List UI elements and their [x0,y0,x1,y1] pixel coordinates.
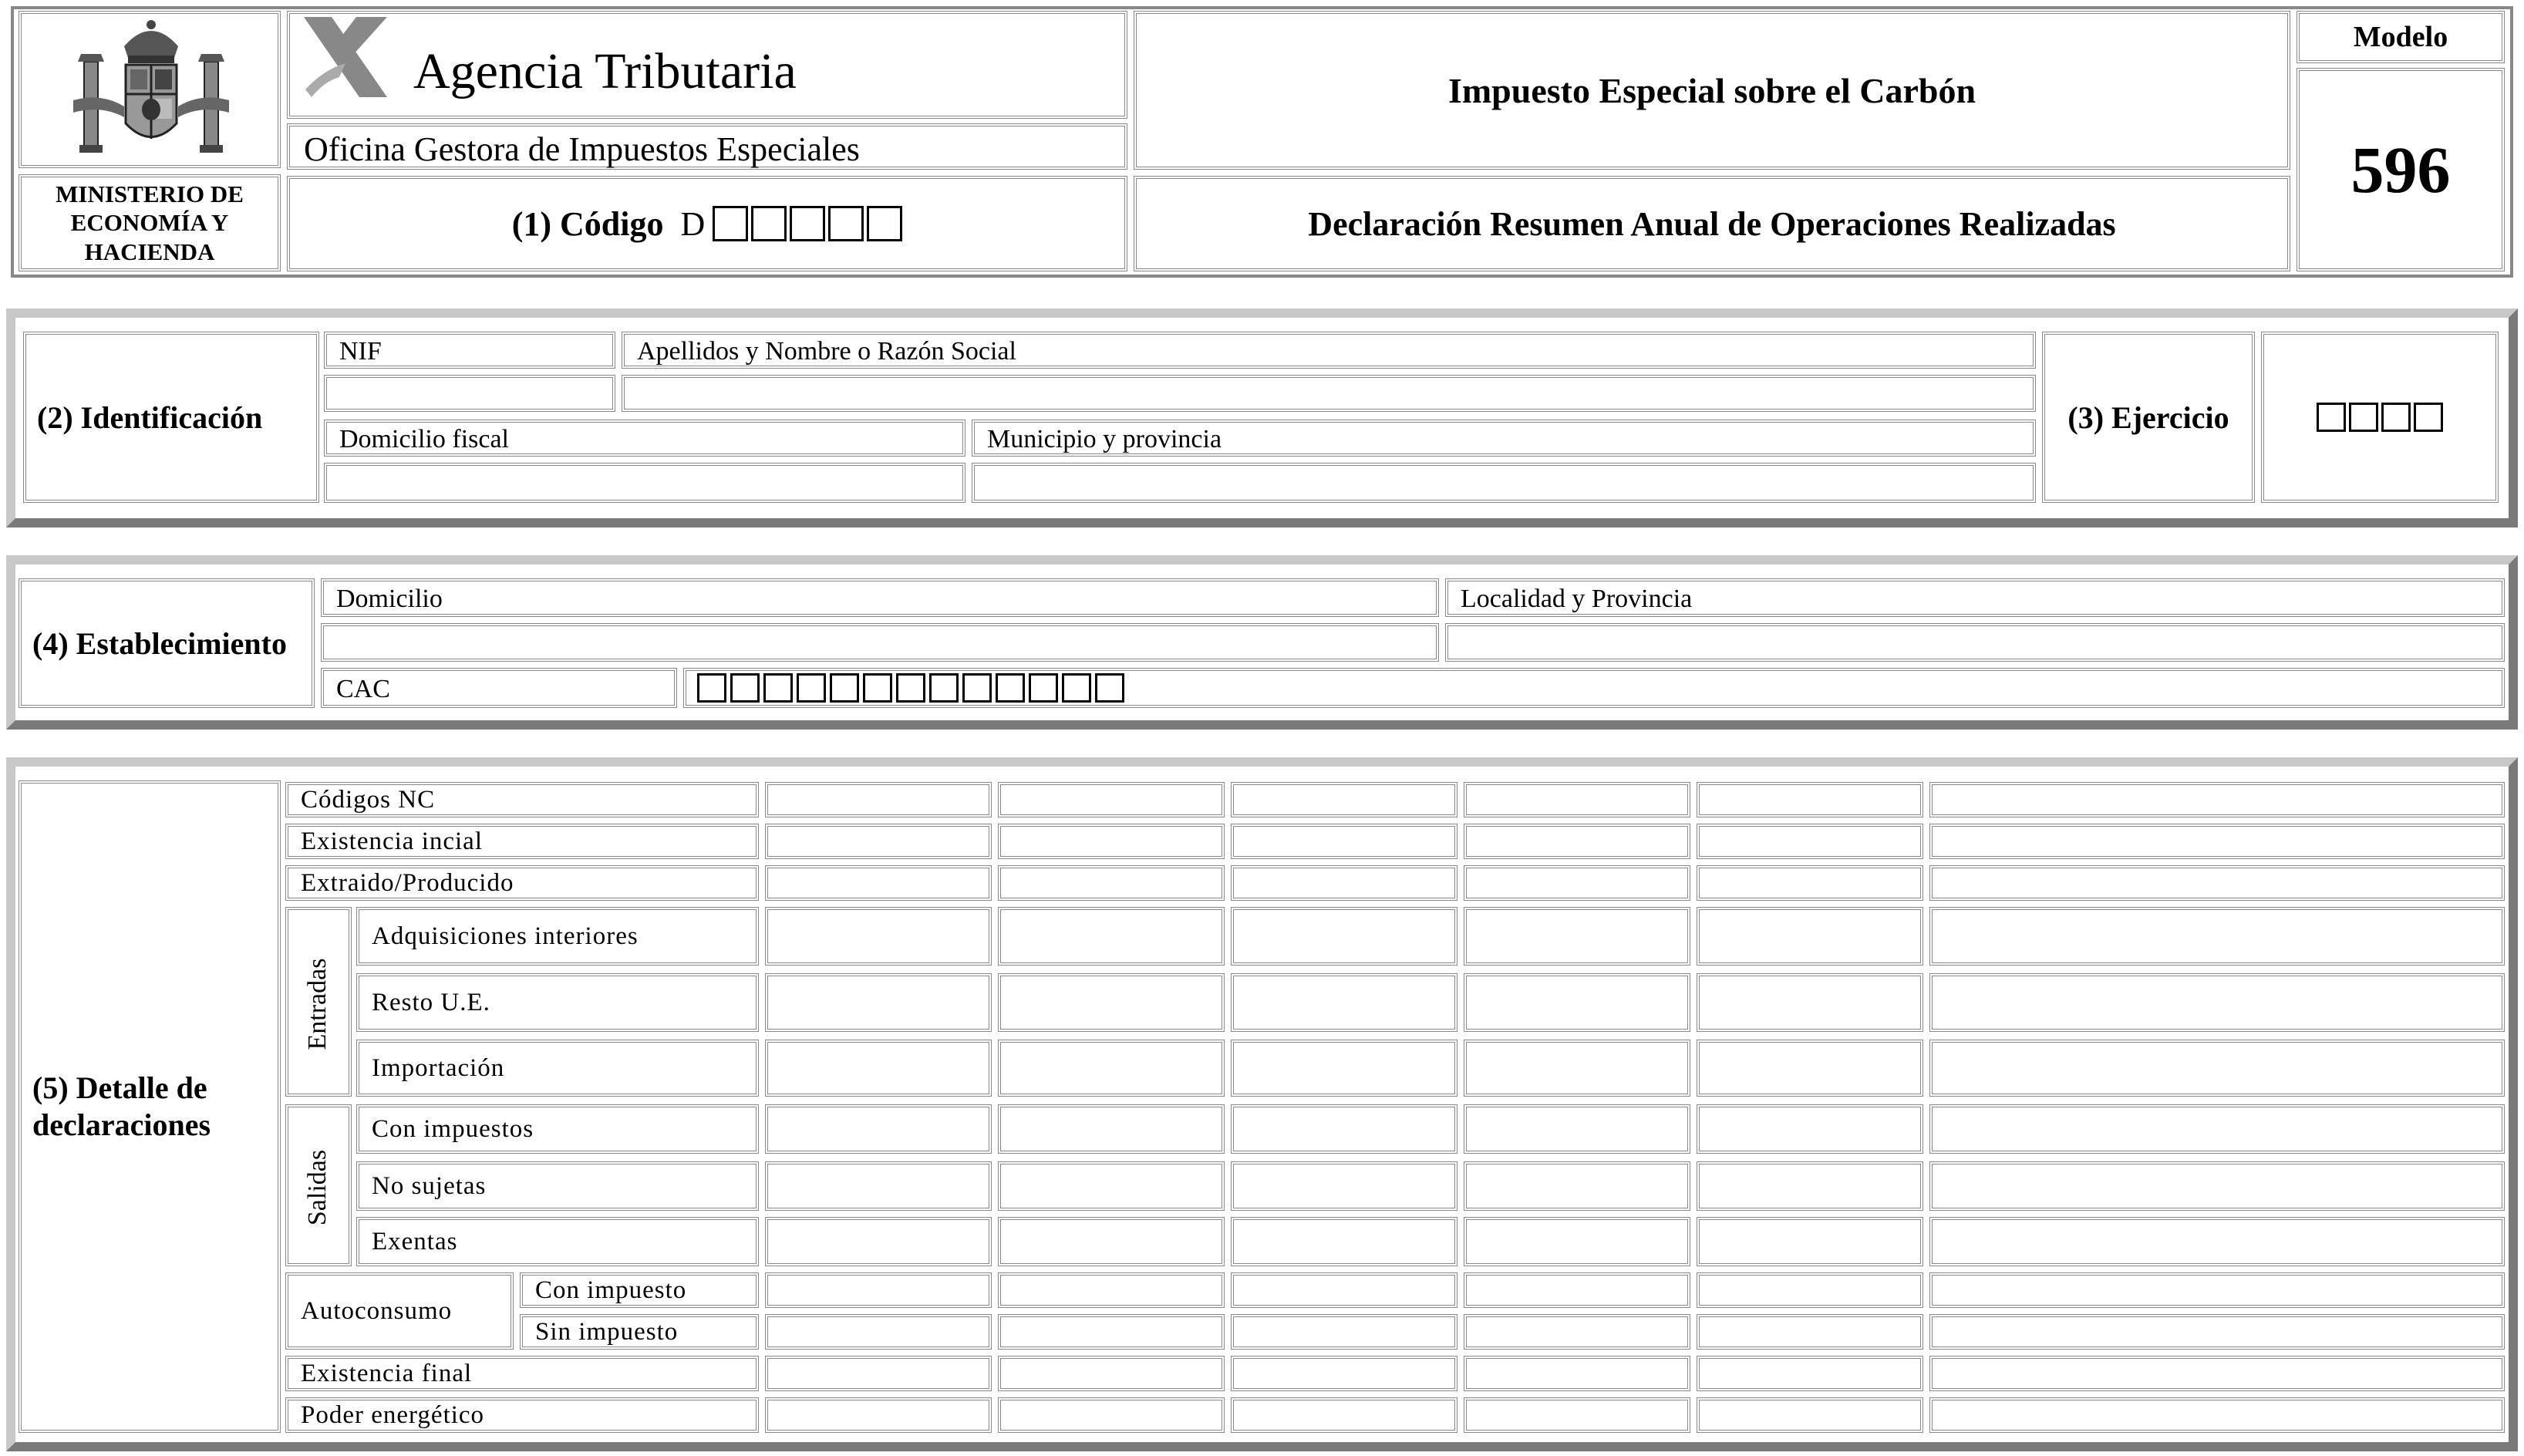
row-label-extracted [285,865,759,901]
detail-input-r1-c1[interactable] [765,782,992,817]
detail-input-r3-c3[interactable] [1231,865,1457,901]
codes-nc-label: Códigos NC [301,785,436,814]
detail-input-r5-c6[interactable] [1929,973,2505,1032]
detail-input-r5-c4[interactable] [1464,973,1690,1032]
detail-input-r12-c1[interactable] [765,1356,992,1391]
ejercicio-input-boxes[interactable] [2317,403,2443,432]
municipality-input[interactable] [972,463,2036,503]
detail-input-r6-c2[interactable] [998,1040,1225,1097]
detail-input-r6-c6[interactable] [1929,1040,2505,1097]
detail-input-r3-c6[interactable] [1929,865,2505,901]
no-sujetas-label: No sujetas [372,1171,487,1200]
adquisiciones-label: Adquisiciones interiores [372,922,639,950]
detail-input-r1-c3[interactable] [1231,782,1457,817]
detail-input-r11-c5[interactable] [1697,1314,1923,1350]
nif-input[interactable] [324,375,615,412]
est-locality-label: Localidad y Provincia [1461,585,1693,613]
coat-of-arms-icon [70,15,232,167]
detail-input-r8-c3[interactable] [1231,1161,1457,1211]
detail-input-r7-c2[interactable] [998,1104,1225,1154]
detail-input-r4-c5[interactable] [1697,907,1923,966]
modelo-label: Modelo [2353,21,2448,53]
salidas-label: Salidas [303,1149,332,1226]
detail-input-r12-c4[interactable] [1464,1356,1690,1391]
coat-of-arms-box [19,11,281,168]
cac-label: CAC [336,675,390,703]
detail-input-r7-c4[interactable] [1464,1104,1690,1154]
detail-input-r4-c6[interactable] [1929,907,2505,966]
detail-input-r5-c3[interactable] [1231,973,1457,1032]
detail-input-r4-c3[interactable] [1231,907,1457,966]
detail-input-r11-c4[interactable] [1464,1314,1690,1350]
detail-input-r12-c3[interactable] [1231,1356,1457,1391]
detail-input-r3-c5[interactable] [1697,865,1923,901]
detail-input-r5-c5[interactable] [1697,973,1923,1032]
ministry-box [19,174,281,271]
con-impuestos-label: Con impuestos [372,1114,534,1143]
row-label-con-impuestos [356,1104,759,1154]
office-name: Oficina Gestora de Impuestos Especiales [304,130,860,168]
name-label-cell [622,332,2036,369]
nif-label-cell [324,332,615,369]
detail-input-r4-c1[interactable] [765,907,992,966]
detail-input-r13-c3[interactable] [1231,1397,1457,1433]
detail-input-r2-c3[interactable] [1231,824,1457,859]
cac-input-cell [683,668,2505,708]
entradas-group-box [285,907,352,1097]
detail-input-r9-c2[interactable] [998,1217,1225,1266]
detail-input-r10-c5[interactable] [1697,1272,1923,1308]
detail-input-r1-c2[interactable] [998,782,1225,817]
office-box [287,123,1127,170]
detail-input-r8-c1[interactable] [765,1161,992,1211]
detail-input-r9-c1[interactable] [765,1217,992,1266]
detail-input-r6-c1[interactable] [765,1040,992,1097]
detail-input-r2-c1[interactable] [765,824,992,859]
code-label: (1) Código [511,204,664,243]
row-label-exentas [356,1217,759,1266]
tax-title-box [1134,11,2290,170]
agency-logo-icon [301,15,390,100]
modelo-number-box [2297,68,2505,271]
detail-input-r10-c4[interactable] [1464,1272,1690,1308]
nif-label: NIF [339,337,382,366]
detail-input-r12-c2[interactable] [998,1356,1225,1391]
code-box [287,176,1127,271]
row-label-no-sujetas [356,1161,759,1211]
row-label-importacion [356,1040,759,1097]
est-domicile-label-cell [321,578,1439,617]
est-locality-input[interactable] [1445,623,2505,662]
detail-input-r13-c2[interactable] [998,1397,1225,1433]
cac-input-boxes[interactable] [697,673,1124,703]
tax-title: Impuesto Especial sobre el Carbón [1447,70,1976,110]
detail-input-r10-c3[interactable] [1231,1272,1457,1308]
energy-power-label: Poder energético [301,1400,485,1429]
row-label-initial-stock [285,824,759,859]
extracted-label: Extraido/Producido [301,868,514,897]
ejercicio-label: (3) Ejercicio [2067,399,2229,435]
detail-input-r4-c4[interactable] [1464,907,1690,966]
detail-input-r12-c5[interactable] [1697,1356,1923,1391]
detail-input-r3-c1[interactable] [765,865,992,901]
row-label-autoconsumo [285,1272,514,1350]
detail-input-r9-c3[interactable] [1231,1217,1457,1266]
modelo-number: 596 [2350,133,2451,207]
detail-input-r7-c6[interactable] [1929,1104,2505,1154]
exentas-label: Exentas [372,1227,458,1255]
detail-input-r2-c5[interactable] [1697,824,1923,859]
importacion-label: Importación [372,1053,505,1082]
identification-label-box [23,332,319,503]
est-domicile-input[interactable] [321,623,1439,662]
detail-input-r11-c3[interactable] [1231,1314,1457,1350]
ejercicio-label-box [2042,332,2255,503]
detail-input-r11-c1[interactable] [765,1314,992,1350]
salidas-group-box [285,1104,352,1266]
row-label-resto-ue [356,973,759,1032]
detail-input-r5-c1[interactable] [765,973,992,1032]
row-label-energy-power [285,1397,759,1433]
cac-label-cell [321,668,677,708]
row-label-final-stock [285,1356,759,1391]
code-input-boxes[interactable] [713,206,902,241]
detail-input-r4-c2[interactable] [998,907,1225,966]
detail-input-r8-c6[interactable] [1929,1161,2505,1211]
detail-input-r3-c2[interactable] [998,865,1225,901]
detail-input-r9-c5[interactable] [1697,1217,1923,1266]
est-domicile-label: Domicilio [336,585,443,613]
con-impuesto-label: Con impuesto [535,1276,687,1304]
detail-input-r2-c6[interactable] [1929,824,2505,859]
row-label-codes-nc [285,782,759,817]
initial-stock-label: Existencia incial [301,827,483,855]
declaration-title: Declaración Resumen Anual de Operaciones Realizadas [1308,204,2116,243]
agency-name: Agencia Tributaria [413,43,797,99]
detail-input-r5-c2[interactable] [998,973,1225,1032]
detail-input-r12-c6[interactable] [1929,1356,2505,1391]
domicile-input[interactable] [324,463,965,503]
detail-input-r13-c4[interactable] [1464,1397,1690,1433]
row-label-con-impuesto [520,1272,759,1308]
details-label: (5) Detalle de declaraciones [32,1070,211,1142]
detail-input-r10-c1[interactable] [765,1272,992,1308]
detail-input-r6-c5[interactable] [1697,1040,1923,1097]
est-locality-label-cell [1445,578,2505,617]
municipality-label-cell [972,420,2036,457]
domicile-label-cell [324,420,965,457]
declaration-title-box [1134,176,2290,271]
row-label-adquisiciones [356,907,759,966]
establishment-label: (4) Establecimiento [32,625,287,661]
entradas-label: Entradas [303,958,332,1050]
detail-input-r8-c2[interactable] [998,1161,1225,1211]
modelo-label-box [2297,11,2505,63]
detail-input-r7-c3[interactable] [1231,1104,1457,1154]
establishment-label-box [19,578,315,708]
ejercicio-input-box [2261,332,2499,503]
detail-input-r13-c5[interactable] [1697,1397,1923,1433]
detail-input-r9-c4[interactable] [1464,1217,1690,1266]
row-label-sin-impuesto [520,1314,759,1350]
domicile-fiscal-label: Domicilio fiscal [339,425,510,453]
detail-input-r7-c1[interactable] [765,1104,992,1154]
detail-input-r6-c4[interactable] [1464,1040,1690,1097]
detail-input-r1-c4[interactable] [1464,782,1690,817]
resto-ue-label: Resto U.E. [372,988,490,1016]
sin-impuesto-label: Sin impuesto [535,1317,679,1346]
code-prefix: D [680,204,706,243]
detail-input-r2-c2[interactable] [998,824,1225,859]
detail-input-r7-c5[interactable] [1697,1104,1923,1154]
detail-input-r1-c5[interactable] [1697,782,1923,817]
detail-input-r13-c6[interactable] [1929,1397,2505,1433]
detail-input-r8-c5[interactable] [1697,1161,1923,1211]
detail-input-r6-c3[interactable] [1231,1040,1457,1097]
detail-input-r3-c4[interactable] [1464,865,1690,901]
detail-input-r10-c6[interactable] [1929,1272,2505,1308]
detail-input-r11-c6[interactable] [1929,1314,2505,1350]
detail-input-r1-c6[interactable] [1929,782,2505,817]
detail-input-r10-c2[interactable] [998,1272,1225,1308]
details-label-box [19,780,281,1433]
final-stock-label: Existencia final [301,1359,473,1387]
autoconsumo-label: Autoconsumo [301,1296,453,1325]
ministry-name: MINISTERIO DE ECONOMÍA Y HACIENDA [56,180,244,265]
detail-input-r8-c4[interactable] [1464,1161,1690,1211]
municipality-label: Municipio y provincia [987,425,1222,453]
identification-label: (2) Identificación [37,399,263,435]
name-input[interactable] [622,375,2036,412]
detail-input-r11-c2[interactable] [998,1314,1225,1350]
detail-input-r2-c4[interactable] [1464,824,1690,859]
agency-box [287,11,1127,119]
name-label: Apellidos y Nombre o Razón Social [637,337,1016,366]
detail-input-r9-c6[interactable] [1929,1217,2505,1266]
detail-input-r13-c1[interactable] [765,1397,992,1433]
